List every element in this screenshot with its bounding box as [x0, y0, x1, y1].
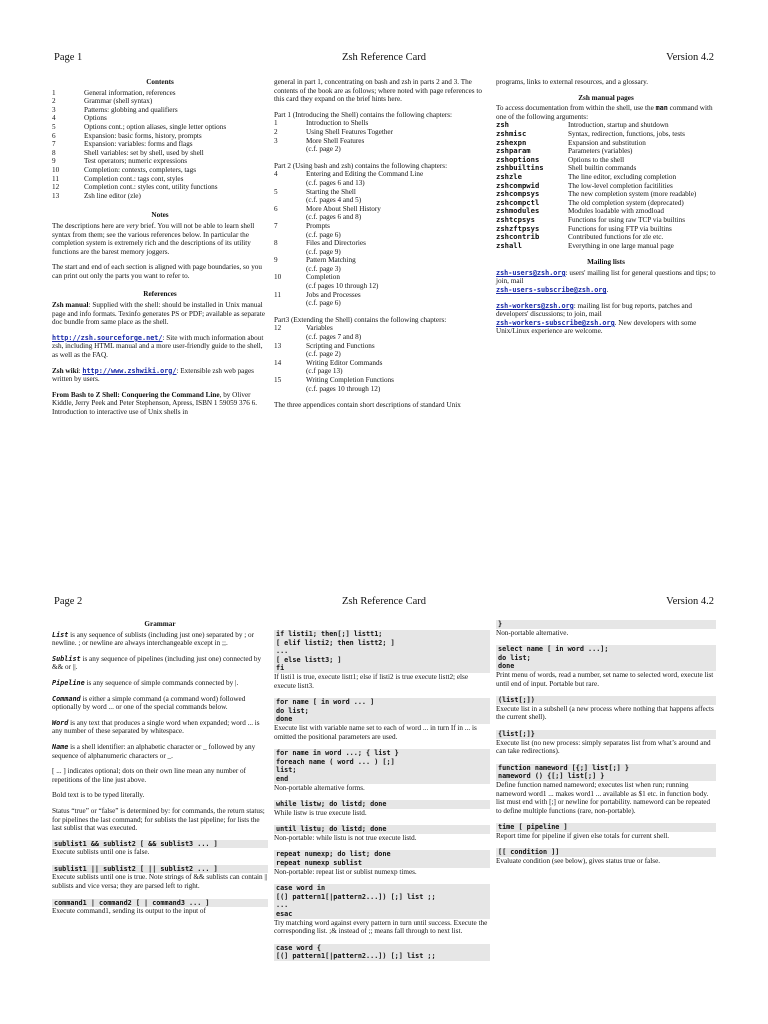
for2-code: for name in word ...; { list } foreach name ( word ... ) [;] list; end	[274, 749, 490, 783]
time-description: Report time for pipeline if given else totals for current shell.	[496, 831, 670, 840]
pipeline-definition: Pipeline is any sequence of simple commands connected by |.	[52, 678, 239, 687]
man-page-desc: Functions for using FTP via builtins	[568, 224, 672, 233]
time-construct	[496, 823, 716, 840]
item-number: 12	[52, 183, 60, 192]
appendix-text: The three appendices contain short descriptions of standard Unix	[274, 401, 461, 410]
list-item	[274, 324, 490, 333]
item-text: Introduction to Shells	[306, 119, 369, 128]
item-text: Files and Directories	[306, 239, 366, 248]
list-item	[52, 140, 268, 149]
list-definition: List is any sequence of sublists (including just one) separated by ; or newline. ; or newline are always interchangeable except in ;;.	[52, 630, 255, 648]
man-page-name: zshbuiltins	[496, 163, 544, 173]
man-page-desc: The old completion system (deprecated)	[568, 198, 684, 207]
command-definition: Command is either a simple command (a command word) followed optionally by word ... or one of the special commands below.	[52, 694, 246, 712]
list-item	[52, 157, 268, 166]
cond-description: Evaluate condition (see below), gives status true or false.	[496, 857, 661, 866]
item-text: (c.f. pages 7 and 8)	[306, 333, 362, 342]
list-item	[274, 385, 490, 394]
item-number	[274, 282, 306, 291]
until-code: until listu; do listd; done	[274, 825, 490, 834]
book-intro-cont: programs, links to external resources, and a glossary.	[496, 78, 649, 86]
list-item	[52, 175, 268, 184]
item-number: 12	[274, 324, 282, 333]
item-text: Variables	[306, 324, 333, 333]
page-title: Zsh Reference Card	[342, 52, 426, 63]
brace-code: }	[496, 620, 716, 629]
man-page-name: zshexpn	[496, 137, 527, 147]
item-text: Completion: contexts, completers, tags	[84, 165, 196, 174]
item-number	[274, 213, 306, 222]
item-text: Writing Editor Commands	[306, 358, 383, 367]
list-item	[52, 132, 268, 141]
item-text: General information, references	[84, 88, 176, 97]
list-item	[274, 265, 490, 274]
man-page-desc: The new completion system (more readable)	[568, 190, 697, 199]
item-text: Zsh line editor (zle)	[84, 191, 141, 200]
man-page-name: zshtcpsys	[496, 214, 535, 224]
case-description: Try matching word against every pattern in turn until success. Execute the corresponding list. ;& instead of ;; means fall through to next list.	[274, 918, 488, 936]
list-item	[52, 114, 268, 123]
sublist-definition: Sublist is any sequence of pipelines (including just one) connected by && or ||.	[52, 654, 262, 672]
for-code: for name [ in word ... ] do list; done	[274, 698, 490, 724]
item-text: Using Shell Features Together	[306, 127, 393, 136]
page-title: Zsh Reference Card	[342, 596, 426, 607]
page-header	[0, 52, 768, 68]
item-number	[274, 179, 306, 188]
sub-construct	[496, 696, 716, 722]
item-text: (c.f. pages 6 and 13)	[306, 178, 365, 187]
brace-description: Non-portable alternative.	[496, 628, 569, 637]
repeat-construct	[274, 850, 490, 876]
item-number	[274, 265, 306, 274]
case2-code: case word { [(] pattern1[|pattern2...]) [;] list ;;	[274, 944, 490, 961]
until-construct	[274, 825, 490, 842]
column-3	[496, 78, 716, 343]
man-page-desc: Options to the shell	[568, 155, 625, 164]
man-page-desc: The line editor, excluding completion	[568, 172, 677, 181]
man-page-desc: Expansion and substitution	[568, 138, 646, 147]
page-number: Page 1	[54, 52, 83, 63]
list-item	[274, 359, 490, 368]
list-item	[274, 239, 490, 248]
item-text: Completion cont.: styles cont, utility functions	[84, 183, 218, 192]
item-text: (c.f. page 2)	[306, 145, 341, 154]
zsh-users-link[interactable]: zsh-users@zsh.org	[496, 268, 566, 277]
repeat-description: Non-portable: repeat list or sublist numexp times.	[274, 867, 417, 876]
item-text: Completion	[306, 273, 340, 282]
item-text: Patterns: globbing and qualifiers	[84, 105, 178, 114]
item-number	[274, 196, 306, 205]
man-page-desc: Introduction, startup and shutdown	[568, 121, 669, 130]
list-item	[274, 188, 490, 197]
item-text: Options cont.; option aliases, single letter options	[84, 122, 227, 131]
list-item	[274, 222, 490, 231]
man-page-desc: Parameters (variables)	[568, 147, 633, 156]
part3-heading: Part3 (Extending the Shell) contains the following chapters:	[274, 315, 447, 324]
item-text: More Shell Features	[306, 136, 365, 145]
reference-sourceforge: http://zsh.sourceforge.net/: Site with much information about zsh, including HTML manual and a more user-friendly guide to the shell, as well as the FAQ.	[52, 333, 264, 360]
reference-wiki: Zsh wiki: http://www.zshwiki.org/: Extensible zsh web pages written by users.	[52, 366, 254, 384]
page-number: Page 2	[54, 596, 83, 607]
reference-manual: Zsh manual: Supplied with the shell: should be installed in Unix manual page and info formats. Texinfo generates PS or PDF; available as separate doc bundle from same place as the shell.	[52, 301, 265, 327]
man-pages-title: Zsh manual pages	[578, 93, 634, 102]
man-page-row	[496, 121, 716, 130]
item-text: (c.f page 13)	[306, 367, 343, 376]
for-construct	[274, 698, 490, 741]
func-code: function nameword [{;] list[;] } nameword () {[;] list[;] }	[496, 764, 716, 781]
item-number: 14	[274, 358, 282, 367]
item-number: 3	[274, 136, 278, 145]
item-number: 13	[274, 341, 282, 350]
man-pages-list	[496, 121, 716, 250]
man-page-name: zshmodules	[496, 206, 540, 216]
cond-construct	[496, 848, 716, 865]
item-text: Shell variables: set by shell, used by shell	[84, 148, 204, 157]
pipe-construct: command1 | command2 [ | command3 ... ] Execute command1, sending its output to the input of	[52, 899, 268, 916]
list-item	[52, 149, 268, 158]
part1-heading: Part 1 (Introducing the Shell) contains the following chapters:	[274, 110, 453, 119]
references-title: References	[143, 290, 177, 299]
item-number: 10	[274, 273, 282, 282]
item-text: Pattern Matching	[306, 256, 356, 265]
status-definition: Status “true” or “false” is determined by: for commands, the return status; for pipelines the last command; for sublists the last pipeline; for lists the last sublist that was executed.	[52, 806, 265, 833]
item-number: 15	[274, 376, 282, 384]
item-text: Entering and Editing the Command Line	[306, 170, 424, 179]
func-description: Define function named nameword; executes list when run; running nameword word1 ... makes word1 ... available as $1 etc. in function body. list must end with [;] or newline for portability. nameword can be repeated to define multiple functions (rare, non-portable).	[496, 780, 711, 815]
item-number: 11	[52, 174, 59, 183]
item-number	[274, 367, 306, 376]
or-construct: sublist1 || sublist2 [ || sublist2 ... ] Execute sublists until one is true. Note strings of && sublists can contain || sublists and vice versa; they are parsed left to right.	[52, 864, 268, 891]
select-code: select name [ in word ...]; do list; done	[496, 645, 716, 671]
man-page-name: zshall	[496, 240, 522, 250]
sourceforge-link[interactable]: http://zsh.sourceforge.net/	[52, 333, 163, 342]
while-code: while listw; do listd; done	[274, 800, 490, 809]
item-text: Jobs and Processes	[306, 290, 361, 299]
if-description: If listi1 is true, execute listt1; else if listi2 is true execute listt2; else execute listt3.	[274, 672, 469, 690]
part2-heading: Part 2 (Using bash and zsh) contains the following chapters:	[274, 161, 448, 170]
item-text: Expansion: basic forms, history, prompts	[84, 131, 202, 140]
grp-code: {list[;]}	[496, 730, 716, 739]
man-page-row	[496, 130, 716, 139]
grammar-title: Grammar	[144, 620, 176, 628]
item-text: (c.f pages 10 through 12)	[306, 282, 379, 291]
list-item	[52, 97, 268, 106]
column-1	[52, 78, 268, 424]
man-page-name: zshcontrib	[496, 232, 540, 242]
list-item	[274, 119, 490, 128]
item-number	[274, 333, 306, 342]
item-number: 10	[52, 165, 60, 174]
for2-construct	[274, 749, 490, 792]
repeat-code: repeat numexp; do list; done repeat numexp sublist	[274, 850, 490, 867]
list-item	[274, 256, 490, 265]
list-item	[274, 128, 490, 137]
item-number: 6	[274, 204, 278, 213]
item-number: 2	[274, 127, 278, 136]
part1-chapters	[274, 119, 490, 153]
item-text: (c.f. pages 4 and 5)	[306, 196, 362, 205]
item-text: Expansion: variables: forms and flags	[84, 140, 193, 149]
man-page-desc: Functions for using raw TCP via builtins	[568, 215, 685, 224]
man-page-row	[496, 242, 716, 251]
man-page-name: zshcompwid	[496, 180, 540, 190]
list-item	[52, 123, 268, 132]
item-number: 9	[274, 256, 278, 265]
list-item	[274, 196, 490, 205]
item-text: Options	[84, 114, 107, 123]
item-text: (c.f. page 6)	[306, 230, 341, 239]
list-item	[274, 291, 490, 300]
list-item	[52, 89, 268, 98]
part2-chapters	[274, 170, 490, 308]
man-page-desc: Everything in one large manual page	[568, 241, 674, 250]
part3-chapters	[274, 324, 490, 393]
item-text: (c.f. pages 10 through 12)	[306, 384, 381, 393]
grp-description: Execute list (no new process: simply separates list from what’s around and can take redirections).	[496, 738, 711, 756]
if-construct	[274, 630, 490, 690]
cond-code: [[ condition ]]	[496, 848, 716, 857]
zshwiki-link[interactable]: http://www.zshwiki.org/	[82, 366, 177, 375]
list-item	[274, 367, 490, 376]
item-number: 3	[52, 105, 56, 114]
item-number	[274, 248, 306, 257]
item-number: 7	[52, 140, 56, 149]
item-text: Starting the Shell	[306, 187, 356, 196]
select-description: Print menu of words, read a number, set name to selected word, execute list until end of input. Portable but rare.	[496, 670, 714, 688]
brace-construct	[496, 620, 716, 637]
for-description: Execute list with variable name set to each of word ... in turn If in ... is omitted the positional parameters are used.	[274, 723, 477, 741]
man-page-name: zshoptions	[496, 154, 540, 164]
list-item	[52, 106, 268, 115]
notes-paragraph-2: The start and end of each section is aligned with page boundaries, so you can print out only the parts you want to refer to.	[52, 263, 262, 280]
contents-list	[52, 89, 268, 201]
optional-notation: [ ... ] indicates optional; dots on their own line mean any number of repetitions of the line just above.	[52, 767, 247, 784]
grp-construct	[496, 730, 716, 756]
list-item	[52, 166, 268, 175]
while-description: While listw is true execute listd.	[274, 808, 367, 817]
column-2	[274, 78, 490, 410]
name-definition: Name is a shell identifier: an alphabetic character or _ followed by any sequence of alphanumeric characters or _.	[52, 742, 256, 760]
zsh-workers-subscribe-link[interactable]: zsh-workers-subscribe@zsh.org	[496, 318, 615, 327]
list-item	[274, 299, 490, 308]
man-page-name: zshcompctl	[496, 197, 540, 207]
workers-list: zsh-workers@zsh.org: mailing list for bug reports, patches and developers' discussions; to join, mail zsh-workers-subscribe@zsh.org. New developers with some Unix/Linux experience are welcome.	[496, 301, 697, 336]
zsh-users-subscribe-link[interactable]: zsh-users-subscribe@zsh.org	[496, 286, 607, 295]
item-text: Grammar (shell syntax)	[84, 97, 153, 106]
time-code: time [ pipeline ]	[496, 823, 716, 832]
item-number: 7	[274, 221, 278, 230]
page-1	[0, 52, 768, 492]
item-text: (c.f. page 3)	[306, 264, 341, 273]
item-number	[274, 145, 306, 154]
functions-column	[496, 620, 716, 874]
item-text: More About Shell History	[306, 204, 381, 213]
item-text: Test operators; numeric expressions	[84, 157, 188, 166]
while-construct	[274, 800, 490, 817]
man-page-name: zsh	[496, 120, 509, 130]
item-text: Scripting and Functions	[306, 341, 375, 350]
users-list: zsh-users@zsh.org: users' mailing list for general questions and tips; to join, mail zsh-users-subscribe@zsh.org.	[496, 268, 716, 295]
man-page-desc: Modules loadable with zmodload	[568, 207, 665, 216]
list-item	[274, 376, 490, 385]
item-number	[274, 350, 306, 359]
man-page-name: zshparam	[496, 146, 531, 156]
item-number: 1	[52, 88, 56, 97]
list-item	[274, 213, 490, 222]
item-number: 11	[274, 290, 281, 299]
page-2	[0, 596, 768, 1024]
case-construct	[274, 884, 490, 936]
list-item	[274, 170, 490, 179]
case2-construct	[274, 944, 490, 961]
book-intro: general in part 1, concentrating on bash and zsh in parts 2 and 3. The contents of the book are as follows; where noted with page references to this card they expand on the brief hints here.	[274, 78, 482, 104]
item-text: Completion cont.: tags cont, styles	[84, 174, 184, 183]
word-definition: Word is any text that produces a single word when expanded; word ... is any number of these separated by whitespace.	[52, 718, 260, 736]
item-text: (c.f. page 2)	[306, 350, 341, 359]
man-page-desc: Contributed functions for zle etc.	[568, 233, 664, 242]
zsh-workers-link[interactable]: zsh-workers@zsh.org	[496, 301, 574, 310]
item-text: (c.f. pages 6 and 8)	[306, 213, 362, 222]
control-flow-column	[274, 630, 490, 969]
list-item	[274, 231, 490, 240]
list-item	[274, 205, 490, 214]
item-number	[274, 231, 306, 240]
func-construct	[496, 764, 716, 816]
item-text: (c.f. page 9)	[306, 247, 341, 256]
sub-code: (list[;])	[496, 696, 716, 705]
item-number: 8	[52, 148, 56, 157]
list-item	[274, 333, 490, 342]
bold-notation: Bold text is to be typed literally.	[52, 791, 145, 800]
list-item	[274, 145, 490, 154]
page-header	[0, 596, 768, 612]
and-construct: sublist1 && sublist2 [ && sublist3 ... ] Execute sublists until one is false.	[52, 840, 268, 857]
item-number: 2	[52, 97, 56, 106]
item-number: 4	[52, 114, 56, 123]
item-text: Writing Completion Functions	[306, 376, 394, 384]
man-page-desc: Syntax, redirection, functions, jobs, tests	[568, 129, 685, 138]
item-number	[274, 299, 306, 308]
select-construct	[496, 645, 716, 688]
item-number: 6	[52, 131, 56, 140]
list-item	[274, 350, 490, 359]
man-page-row	[496, 233, 716, 242]
item-number: 4	[274, 170, 278, 179]
sub-description: Execute list in a subshell (a new process where nothing that happens affects the current shell).	[496, 704, 714, 722]
man-page-desc: The low-level completion facitilities	[568, 181, 673, 190]
for2-description: Non-portable alternative forms.	[274, 783, 365, 792]
item-text: Prompts	[306, 221, 330, 230]
item-number	[274, 385, 306, 394]
version-label: Version 4.2	[666, 52, 714, 63]
list-item	[274, 282, 490, 291]
item-number: 5	[52, 122, 56, 131]
item-text: (c.f. page 6)	[306, 299, 341, 308]
list-item	[274, 179, 490, 188]
man-pages-intro: To access documentation from within the shell, use the man command with one of the following arguments:	[496, 104, 713, 121]
contents-title: Contents	[146, 78, 174, 86]
man-page-name: zshzle	[496, 171, 522, 181]
list-item	[52, 192, 268, 201]
list-item	[52, 183, 268, 192]
item-number: 8	[274, 239, 278, 248]
man-page-row	[496, 164, 716, 173]
version-label: Version 4.2	[666, 596, 714, 607]
reference-book: From Bash to Z Shell: Conquering the Command Line, by Oliver Kiddle, Jerry Peek and Peter Stephenson, Apress, ISBN 1 59059 376 6. Introduction to interactive use of Unix shells in	[52, 390, 258, 416]
item-number: 5	[274, 187, 278, 196]
list-item	[274, 342, 490, 351]
notes-paragraph-1: The descriptions here are very brief. You will not be able to learn shell syntax from them; see the various references below. In particular the completion system is extremely rich and the descriptions of its utility functions are the barest memory joggers.	[52, 221, 255, 256]
list-item	[274, 248, 490, 257]
item-number: 13	[52, 191, 60, 200]
item-number: 1	[274, 119, 278, 128]
if-code: if listi1; then[;] listt1; [ elif listi2; then listt2; ] ... [ else listt3; ] fi	[274, 630, 490, 673]
man-page-desc: Shell builtin commands	[568, 164, 637, 173]
case-code: case word in [(] pattern1[|pattern2...]) [;] list ;; ... esac	[274, 884, 490, 918]
mailing-lists-title: Mailing lists	[587, 258, 625, 267]
grammar-column	[52, 620, 268, 924]
item-number: 9	[52, 157, 56, 166]
man-page-name: zshmisc	[496, 128, 527, 138]
man-page-name: zshzftpsys	[496, 223, 540, 233]
until-description: Non-portable: while listu is not true execute listd.	[274, 833, 417, 842]
man-page-name: zshcompsys	[496, 189, 540, 199]
list-item	[274, 137, 490, 146]
list-item	[274, 273, 490, 282]
notes-title: Notes	[151, 211, 169, 220]
